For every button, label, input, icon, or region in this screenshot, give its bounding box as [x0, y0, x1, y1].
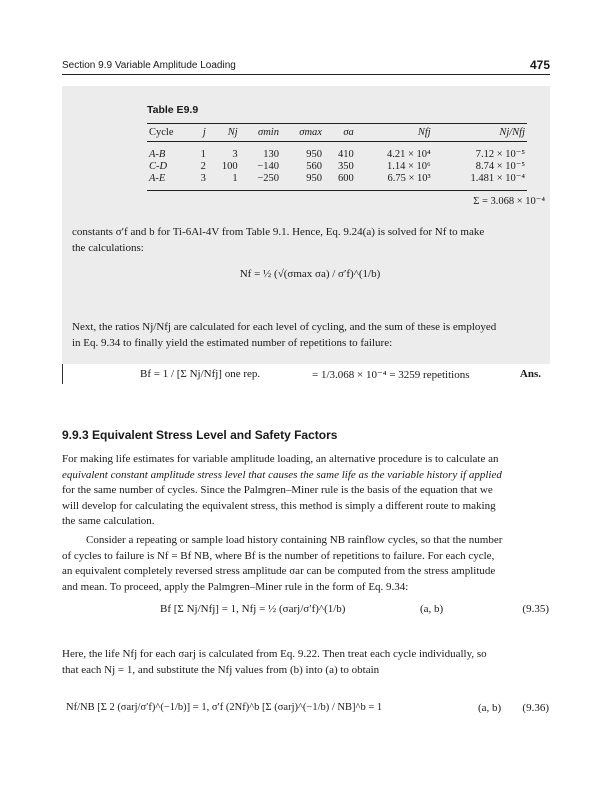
- text-line: the same calculation.: [62, 515, 155, 527]
- table-cell: 3: [193, 173, 208, 191]
- col-header: Cycle: [147, 124, 193, 142]
- equation-bf-result: = 1/3.068 × 10⁻⁴ = 3259 repetitions: [312, 369, 470, 381]
- text-line: that each Nj = 1, and substitute the Nfj values from (b) into (a) to obtain: [62, 663, 380, 676]
- text-line: Consider a repeating or sample load history containing NB rainflow cycles, so that the number: [86, 534, 503, 546]
- table-cell: −250: [240, 173, 281, 191]
- page-number: 475: [529, 58, 550, 72]
- table-cell: 2: [200, 161, 206, 172]
- table-cell: A-B: [149, 149, 166, 160]
- paragraph-3: [62, 452, 550, 530]
- table-cell: A-E: [147, 173, 193, 191]
- text-line: the calculations:: [72, 241, 144, 254]
- table-row: [147, 161, 527, 173]
- text-line: an equivalent completely reversed stress amplitude σar can be computed from the stress amplitude: [62, 565, 496, 577]
- running-header-section: Section 9.9 Variable Amplitude Loading: [62, 60, 236, 71]
- text-line: of cycles to failure is Nf = Bf NB, where Bf is the number of repetitions to failure. For each cycle,: [62, 549, 495, 562]
- table-header-row: [147, 124, 527, 142]
- table-cell: 3: [232, 149, 238, 160]
- equation-bf: Bf = 1 / [Σ Nj/Nfj] one rep.: [140, 368, 261, 380]
- text-line: Here, the life Nfj for each σarj is calculated from Eq. 9.22. Then treat each cycle individually, so: [62, 648, 487, 660]
- text-line: for the same number of cycles. Since the Palmgren–Miner rule is the basis of the equation that we: [62, 484, 493, 496]
- table-cell: 1.14 × 10⁶: [386, 161, 431, 172]
- col-header: σmin: [240, 124, 281, 142]
- text-line: equivalent constant amplitude stress level that causes the same life as the variable history if applied: [62, 468, 502, 481]
- table-cell: 7.12 × 10⁻⁵: [475, 149, 525, 160]
- table-cell: 1: [200, 149, 206, 160]
- equation-9-36-number: (9.36): [522, 702, 549, 714]
- table-title: Table E9.9: [147, 104, 199, 116]
- equation-9-35-ab: (a, b): [420, 603, 444, 615]
- table-row: [147, 142, 527, 162]
- equation-9-35: Bf [Σ Nj/Nfj] = 1, Nfj = ½ (σarj/σ′f)^(1/b): [160, 603, 346, 615]
- table-cell: C-D: [149, 161, 168, 172]
- table-cell: 8.74 × 10⁻⁵: [475, 161, 525, 172]
- table-cell: 350: [338, 161, 354, 172]
- col-header: Nfj: [356, 124, 433, 142]
- answer-label: Ans.: [519, 368, 541, 380]
- text-line: Next, the ratios Nj/Nfj are calculated for each level of cycling, and the sum of these is employed: [72, 321, 497, 333]
- equation-9-35-number: (9.35): [522, 603, 549, 615]
- table-cell: 560: [306, 161, 322, 172]
- table-cell: 100: [221, 161, 238, 172]
- table-cell: 600: [324, 173, 356, 191]
- text-line: in Eq. 9.34 to finally yield the estimated number of repetitions to failure:: [72, 336, 393, 349]
- data-table: [147, 123, 527, 191]
- text-line: will develop for calculating the equivalent stress, this method is simply a different route to making: [62, 499, 496, 512]
- col-header: j: [193, 124, 208, 142]
- table-cell: 1.481 × 10⁻⁴: [433, 173, 527, 191]
- table-cell: 6.75 × 10³: [356, 173, 433, 191]
- table-cell: 130: [263, 149, 279, 160]
- paragraph-1: [72, 225, 542, 256]
- col-header: σmax: [281, 124, 324, 142]
- col-header: Nj: [208, 124, 240, 142]
- paragraph-4: [62, 533, 550, 595]
- equation-9-36: Nf/NB [Σ 2 (σarj/σ′f)^(−1/b)] = 1, σ′f (2Nf)^b [Σ (σarj)^(−1/b) / NB]^b = 1: [66, 702, 383, 713]
- col-header: σa: [324, 124, 356, 142]
- table-cell: 4.21 × 10⁴: [386, 149, 431, 160]
- equation-nf: Nf = ½ (√(σmax σa) / σ′f)^(1/b): [239, 268, 381, 280]
- section-heading: 9.9.3 Equivalent Stress Level and Safety Factors: [62, 428, 338, 442]
- header-rule: [62, 74, 550, 75]
- table-sum: Σ = 3.068 × 10⁻⁴: [473, 196, 545, 207]
- table-cell: 410: [338, 149, 354, 160]
- col-header: Nj/Nfj: [433, 124, 527, 142]
- paragraph-5: [62, 647, 550, 678]
- text-line: and mean. To proceed, apply the Palmgren–Miner rule in the form of Eq. 9.34:: [62, 580, 409, 593]
- table-cell: 950: [306, 149, 322, 160]
- equation-9-36-ab: (a, b): [478, 702, 502, 714]
- text-line: For making life estimates for variable amplitude loading, an alternative procedure is to calculate an: [62, 453, 499, 465]
- table-row: [147, 173, 527, 191]
- table-cell: −140: [257, 161, 279, 172]
- paragraph-2: [72, 320, 542, 351]
- text-line: constants σ′f and b for Ti-6Al-4V from Table 9.1. Hence, Eq. 9.24(a) is solved for Nf to make: [72, 226, 485, 238]
- table-cell: 950: [281, 173, 324, 191]
- example-box-edge: [62, 364, 63, 384]
- table-cell: 1: [208, 173, 240, 191]
